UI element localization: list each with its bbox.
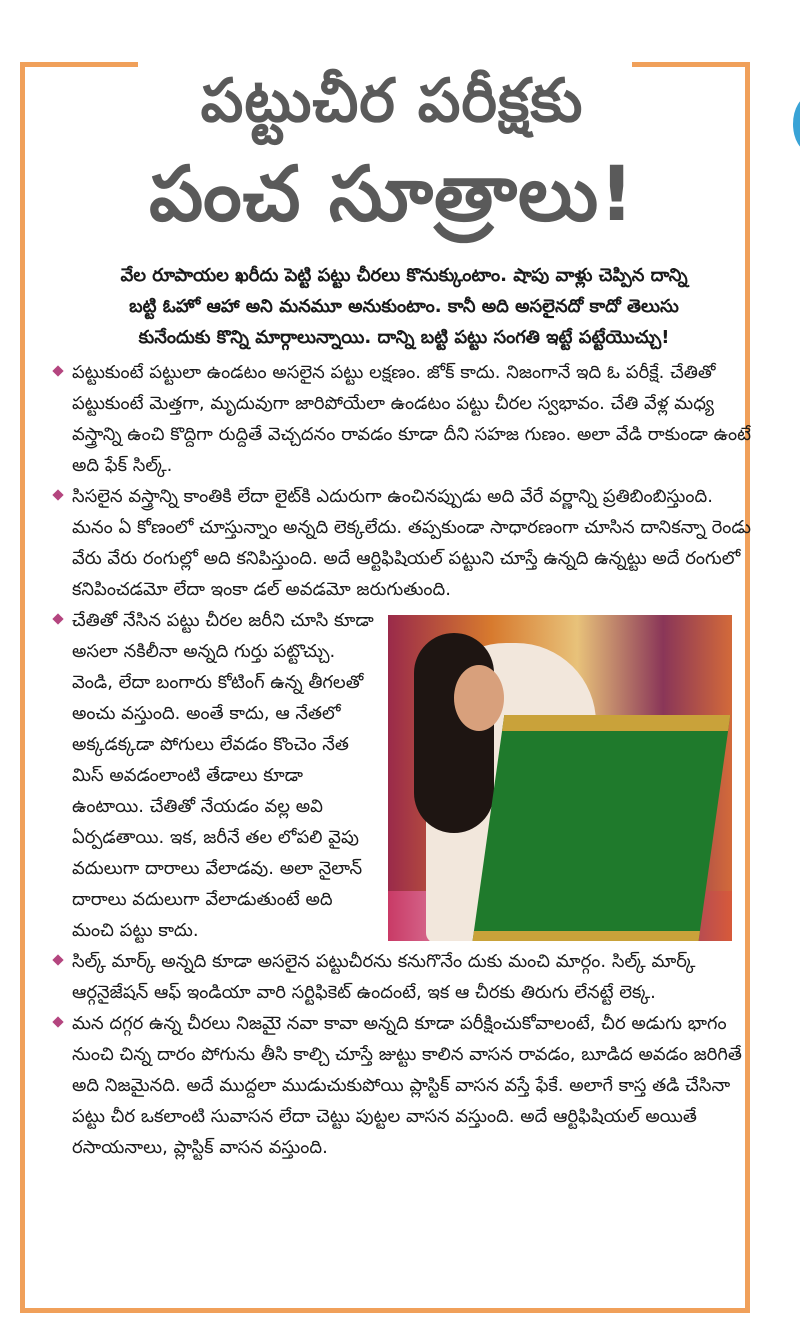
diamond-bullet-icon (52, 613, 63, 624)
tip-item (54, 605, 754, 946)
diamond-bullet-icon (52, 489, 63, 500)
intro-paragraph (54, 260, 754, 353)
frame-left (20, 62, 25, 1312)
photo-float (388, 615, 732, 941)
photo-face (454, 665, 504, 731)
tip-text: చేతితో నేసిన పట్టు చీరల జరీని చూసి కూడా అసలా నకిలీనా అన్నది గుర్తు పట్టొచ్చు. వెండి, లేదా బంగారు కోటింగ్ ఉన్న తీగలతో అంచు వస్తుంది. అంతే కాదు, ఆ నేతలో అక్కడక్కడా పోగులు లేవడం కొంచెం నేత మిస్ అవడంలాంటి తేడాలు కూడా ఉంటాయి. చేతితో నేయడం వల్ల అవి ఏర్పడతాయి. ఇక, జరీనే తల లోపలి వైపు వదులుగా దారాలు వేలాడవు. అలా నైలాన్ దారాలు వదులుగా వేలాడుతుంటే అది మంచి పట్టు కాదు. (72, 610, 374, 941)
edge-decoration (793, 96, 800, 152)
diamond-bullet-icon (52, 954, 63, 965)
photo-green-saree (472, 715, 731, 941)
tip-text: సిల్క్ మార్క్ అన్నది కూడా అసలైన పట్టుచీరను కనుగొనేం దుకు మంచి మార్గం. సిల్క్ మార్క్ ఆర్గనైజేషన్ ఆఫ్ ఇండియా వారి సర్టిఫికెట్ ఉందంటే, ఇక ఆ చీరకు తిరుగు లేనట్టే లెక్క. (72, 951, 696, 1003)
tip-item (54, 946, 754, 1008)
tip-item (54, 357, 754, 481)
diamond-bullet-icon (52, 1016, 63, 1027)
intro-line: బట్టి ఓహో ఆహా అని మనమూ అనుకుంటాం. కానీ అది అసలైనదో కాదో తెలుసు (129, 296, 679, 317)
intro-line: వేల రూపాయల ఖరీదు పెట్టి పట్టు చీరలు కొనుక్కుంటాం. షాపు వాళ్లు చెప్పిన దాన్ని (120, 265, 688, 286)
tip-text: పట్టుకుంటే పట్టులా ఉండటం అసలైన పట్టు లక్షణం. జోక్ కాదు. నిజంగానే ఇది ఓ పరీక్షే. చేతితో పట్టుకుంటే మెత్తగా, మృదువుగా జారిపోయేలా ఉండటం పట్టు చీరల స్వభావం. చేతి వేళ్ల మధ్య వస్త్రాన్ని ఉంచి కొద్దిగా రుద్దితే వెచ్చదనం రావడం కూడా దీని సహజ గుణం. అలా వేడి రాకుండా ఉంటే అది ఫేక్ సిల్క్. (72, 362, 751, 476)
tip-text: మన దగ్గర ఉన్న చీరలు నిజమైె నవా కావా అన్నది కూడా పరీక్షించుకోవాలంటే, చీర అడుగు భాగం నుంచి చిన్న దారం పోగును తీసి కాల్చి చూస్తే జుట్టు కాలిన వాసన రావడం, బూడిద అవడం జరిగితే అది నిజమైనది. అదే ముద్దలా ముడుచుకుపోయి ప్లాస్టిక్ వాసన వస్తే ఫేకే. అలాగే కాస్త తడి చేసినా పట్టు చీర ఒకలాంటి సువాసన లేదా చెట్టు పుట్టల వాసన వస్తుంది. అదే ఆర్టిఫిషియల్ అయితే రసాయనాలు, ప్లాస్టిక్ వాసన వస్తుంది. (72, 1013, 742, 1158)
saree-photo (388, 615, 732, 941)
frame-bottom (20, 1308, 750, 1313)
tips-list (54, 357, 754, 1163)
tip-item (54, 481, 754, 605)
intro-line: కునేందుకు కొన్ని మార్గాలున్నాయి. దాన్ని బట్టి పట్టు సంగతి ఇట్టే పట్టేయొచ్చు! (138, 327, 670, 348)
photo-hair (414, 633, 494, 833)
tip-text: సిసలైన వస్త్రాన్ని కాంతికి లేదా లైట్‌కి ఎదురుగా ఉంచినప్పుడు అది వేరే వర్ణాన్ని ప్రతిబింబిస్తుంది. మనం ఏ కోణంలో చూస్తున్నాం అన్నది లెక్కలేదు. తప్పకుండా సాధారణంగా చూసిన దానికన్నా రెండు వేరు వేరు రంగుల్లో అది కనిపిస్తుంది. అదే ఆర్టిఫిషియల్ పట్టుని చూస్తే ఉన్నది ఉన్నట్టు అదే రంగులో కనిపించడమో లేదా ఇంకా డల్ అవడమో జరుగుతుంది. (72, 486, 751, 600)
tip-item (54, 1008, 754, 1163)
headline-line-2: పంచ సూత్రాలు! (149, 149, 635, 238)
headline-line-1: పట్టుచీర పరీక్షకు (200, 66, 584, 136)
diamond-bullet-icon (52, 365, 63, 376)
